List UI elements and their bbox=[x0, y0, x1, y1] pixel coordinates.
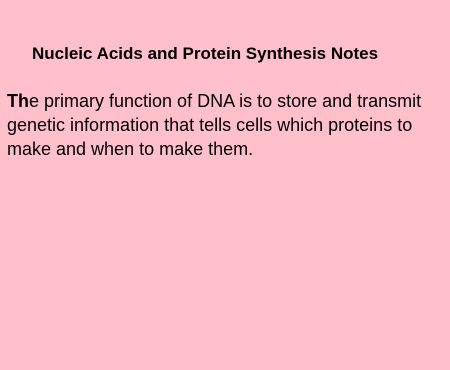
body-paragraph bbox=[7, 89, 447, 161]
paragraph-lead: Th bbox=[7, 91, 29, 111]
paragraph-text: e primary function of DNA is to store and transmit genetic information that tells cells which proteins to make and when to make them. bbox=[7, 91, 422, 159]
slide-title: Nucleic Acids and Protein Synthesis Notes bbox=[32, 44, 379, 63]
